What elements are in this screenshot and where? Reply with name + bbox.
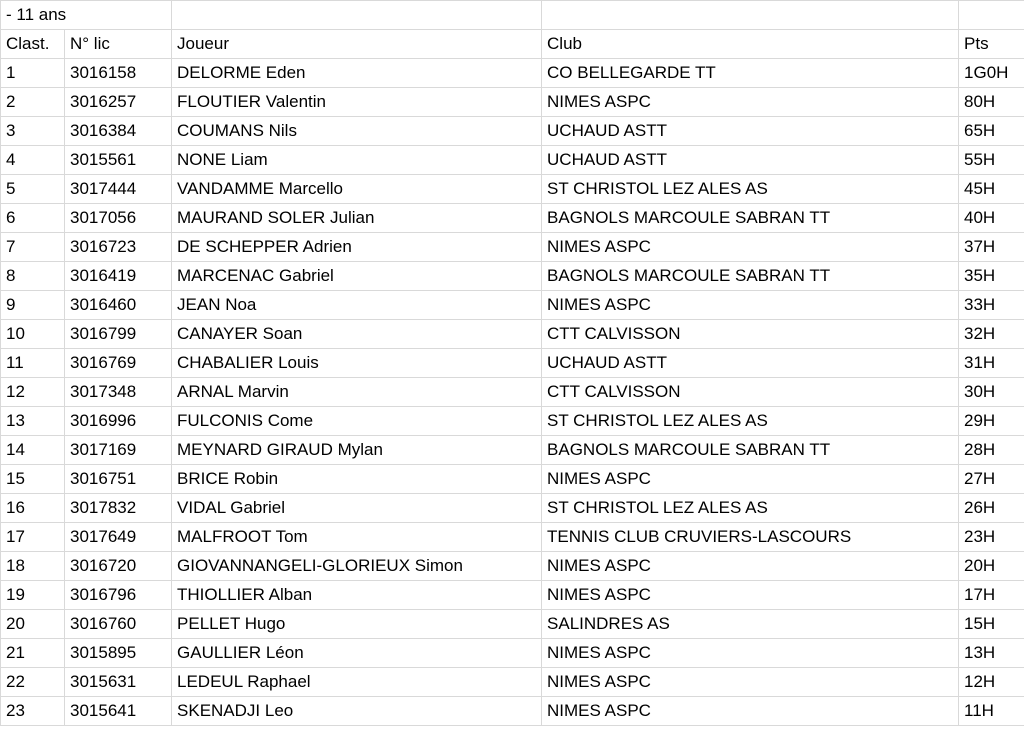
points-cell[interactable]: 1G0H	[959, 59, 1024, 88]
license-cell[interactable]: 3016384	[65, 117, 172, 146]
table-row	[1, 436, 1024, 465]
points-cell[interactable]: 32H	[959, 320, 1024, 349]
points-cell[interactable]: 80H	[959, 88, 1024, 117]
empty-cell[interactable]	[959, 1, 1024, 30]
player-cell[interactable]: PELLET Hugo	[172, 610, 542, 639]
rank-cell[interactable]: 7	[1, 233, 65, 262]
license-cell[interactable]: 3016769	[65, 349, 172, 378]
license-cell[interactable]: 3015895	[65, 639, 172, 668]
rank-cell[interactable]: 17	[1, 523, 65, 552]
player-cell[interactable]: JEAN Noa	[172, 291, 542, 320]
points-cell[interactable]: 13H	[959, 639, 1024, 668]
rank-cell[interactable]: 12	[1, 378, 65, 407]
header-row	[1, 30, 1024, 59]
points-cell[interactable]: 55H	[959, 146, 1024, 175]
table-row	[1, 523, 1024, 552]
license-cell[interactable]: 3016257	[65, 88, 172, 117]
table-row	[1, 59, 1024, 88]
points-cell[interactable]: 12H	[959, 668, 1024, 697]
header-club[interactable]: Club	[542, 30, 959, 59]
club-cell[interactable]: BAGNOLS MARCOULE SABRAN TT	[542, 204, 959, 233]
player-cell[interactable]: CANAYER Soan	[172, 320, 542, 349]
player-cell[interactable]: FLOUTIER Valentin	[172, 88, 542, 117]
table-row	[1, 88, 1024, 117]
club-cell[interactable]: BAGNOLS MARCOULE SABRAN TT	[542, 262, 959, 291]
points-cell[interactable]: 27H	[959, 465, 1024, 494]
table-row	[1, 552, 1024, 581]
rank-cell[interactable]: 20	[1, 610, 65, 639]
club-cell[interactable]: NIMES ASPC	[542, 291, 959, 320]
player-cell[interactable]: MAURAND SOLER Julian	[172, 204, 542, 233]
license-cell[interactable]: 3015561	[65, 146, 172, 175]
player-cell[interactable]: FULCONIS Come	[172, 407, 542, 436]
table-row	[1, 175, 1024, 204]
player-cell[interactable]: BRICE Robin	[172, 465, 542, 494]
player-cell[interactable]: VIDAL Gabriel	[172, 494, 542, 523]
player-cell[interactable]: DE SCHEPPER Adrien	[172, 233, 542, 262]
points-cell[interactable]: 37H	[959, 233, 1024, 262]
club-cell[interactable]: UCHAUD ASTT	[542, 349, 959, 378]
club-cell[interactable]: NIMES ASPC	[542, 233, 959, 262]
license-cell[interactable]: 3016751	[65, 465, 172, 494]
license-cell[interactable]: 3016760	[65, 610, 172, 639]
rank-cell[interactable]: 2	[1, 88, 65, 117]
club-cell[interactable]: BAGNOLS MARCOULE SABRAN TT	[542, 436, 959, 465]
header-license[interactable]: N° lic	[65, 30, 172, 59]
club-cell[interactable]: UCHAUD ASTT	[542, 146, 959, 175]
table-row	[1, 378, 1024, 407]
points-cell[interactable]: 17H	[959, 581, 1024, 610]
points-cell[interactable]: 15H	[959, 610, 1024, 639]
table-row	[1, 581, 1024, 610]
points-cell[interactable]: 23H	[959, 523, 1024, 552]
header-player[interactable]: Joueur	[172, 30, 542, 59]
license-cell[interactable]: 3017169	[65, 436, 172, 465]
license-cell[interactable]: 3015631	[65, 668, 172, 697]
points-cell[interactable]: 45H	[959, 175, 1024, 204]
license-cell[interactable]: 3016720	[65, 552, 172, 581]
rank-cell[interactable]: 8	[1, 262, 65, 291]
points-cell[interactable]: 33H	[959, 291, 1024, 320]
license-cell[interactable]: 3017444	[65, 175, 172, 204]
license-cell[interactable]: 3017832	[65, 494, 172, 523]
license-cell[interactable]: 3016799	[65, 320, 172, 349]
table-row	[1, 233, 1024, 262]
points-cell[interactable]: 29H	[959, 407, 1024, 436]
table-row	[1, 668, 1024, 697]
points-cell[interactable]: 28H	[959, 436, 1024, 465]
player-cell[interactable]: SKENADJI Leo	[172, 697, 542, 726]
player-cell[interactable]: LEDEUL Raphael	[172, 668, 542, 697]
player-cell[interactable]: MEYNARD GIRAUD Mylan	[172, 436, 542, 465]
rank-cell[interactable]: 16	[1, 494, 65, 523]
rank-cell[interactable]: 5	[1, 175, 65, 204]
club-cell[interactable]: NIMES ASPC	[542, 697, 959, 726]
club-cell[interactable]: NIMES ASPC	[542, 88, 959, 117]
points-cell[interactable]: 30H	[959, 378, 1024, 407]
rank-cell[interactable]: 13	[1, 407, 65, 436]
rank-cell[interactable]: 19	[1, 581, 65, 610]
table-row	[1, 320, 1024, 349]
points-cell[interactable]: 11H	[959, 697, 1024, 726]
rank-cell[interactable]: 21	[1, 639, 65, 668]
rank-cell[interactable]: 15	[1, 465, 65, 494]
club-cell[interactable]: NIMES ASPC	[542, 581, 959, 610]
rank-cell[interactable]: 18	[1, 552, 65, 581]
rank-cell[interactable]: 23	[1, 697, 65, 726]
club-cell[interactable]: SALINDRES AS	[542, 610, 959, 639]
license-cell[interactable]: 3016419	[65, 262, 172, 291]
rank-cell[interactable]: 6	[1, 204, 65, 233]
license-cell[interactable]: 3016158	[65, 59, 172, 88]
category-title[interactable]: - 11 ans	[1, 1, 172, 30]
table-row	[1, 610, 1024, 639]
club-cell[interactable]: ST CHRISTOL LEZ ALES AS	[542, 494, 959, 523]
license-cell[interactable]: 3017649	[65, 523, 172, 552]
table-row	[1, 494, 1024, 523]
table-row	[1, 291, 1024, 320]
club-cell[interactable]: ST CHRISTOL LEZ ALES AS	[542, 175, 959, 204]
player-cell[interactable]: VANDAMME Marcello	[172, 175, 542, 204]
empty-cell[interactable]	[172, 1, 542, 30]
player-cell[interactable]: MALFROOT Tom	[172, 523, 542, 552]
club-cell[interactable]: NIMES ASPC	[542, 465, 959, 494]
table-row	[1, 204, 1024, 233]
points-cell[interactable]: 40H	[959, 204, 1024, 233]
license-cell[interactable]: 3015641	[65, 697, 172, 726]
table-row	[1, 349, 1024, 378]
club-cell[interactable]: CTT CALVISSON	[542, 378, 959, 407]
player-cell[interactable]: GAULLIER Léon	[172, 639, 542, 668]
table-row	[1, 262, 1024, 291]
rank-cell[interactable]: 11	[1, 349, 65, 378]
table-row	[1, 639, 1024, 668]
rank-cell[interactable]: 1	[1, 59, 65, 88]
license-cell[interactable]: 3016723	[65, 233, 172, 262]
club-cell[interactable]: NIMES ASPC	[542, 639, 959, 668]
club-cell[interactable]: CTT CALVISSON	[542, 320, 959, 349]
table-row	[1, 117, 1024, 146]
license-cell[interactable]: 3016796	[65, 581, 172, 610]
points-cell[interactable]: 20H	[959, 552, 1024, 581]
table-row	[1, 465, 1024, 494]
rank-cell[interactable]: 3	[1, 117, 65, 146]
license-cell[interactable]: 3016996	[65, 407, 172, 436]
header-rank[interactable]: Clast.	[1, 30, 65, 59]
header-points[interactable]: Pts	[959, 30, 1024, 59]
rank-cell[interactable]: 9	[1, 291, 65, 320]
points-cell[interactable]: 31H	[959, 349, 1024, 378]
table-row	[1, 697, 1024, 726]
points-cell[interactable]: 26H	[959, 494, 1024, 523]
player-cell[interactable]: NONE Liam	[172, 146, 542, 175]
rank-cell[interactable]: 10	[1, 320, 65, 349]
table-row	[1, 407, 1024, 436]
empty-cell[interactable]	[542, 1, 959, 30]
rank-cell[interactable]: 14	[1, 436, 65, 465]
player-cell[interactable]: MARCENAC Gabriel	[172, 262, 542, 291]
points-cell[interactable]: 65H	[959, 117, 1024, 146]
player-cell[interactable]: CHABALIER Louis	[172, 349, 542, 378]
license-cell[interactable]: 3016460	[65, 291, 172, 320]
category-title-row	[1, 1, 1024, 30]
club-cell[interactable]: TENNIS CLUB CRUVIERS-LASCOURS	[542, 523, 959, 552]
license-cell[interactable]: 3017056	[65, 204, 172, 233]
player-cell[interactable]: COUMANS Nils	[172, 117, 542, 146]
ranking-table-body	[1, 1, 1024, 726]
table-row	[1, 146, 1024, 175]
club-cell[interactable]: CO BELLEGARDE TT	[542, 59, 959, 88]
player-cell[interactable]: DELORME Eden	[172, 59, 542, 88]
player-cell[interactable]: THIOLLIER Alban	[172, 581, 542, 610]
club-cell[interactable]: UCHAUD ASTT	[542, 117, 959, 146]
rank-cell[interactable]: 22	[1, 668, 65, 697]
rank-cell[interactable]: 4	[1, 146, 65, 175]
player-cell[interactable]: ARNAL Marvin	[172, 378, 542, 407]
club-cell[interactable]: NIMES ASPC	[542, 552, 959, 581]
license-cell[interactable]: 3017348	[65, 378, 172, 407]
points-cell[interactable]: 35H	[959, 262, 1024, 291]
club-cell[interactable]: NIMES ASPC	[542, 668, 959, 697]
player-cell[interactable]: GIOVANNANGELI-GLORIEUX Simon	[172, 552, 542, 581]
club-cell[interactable]: ST CHRISTOL LEZ ALES AS	[542, 407, 959, 436]
